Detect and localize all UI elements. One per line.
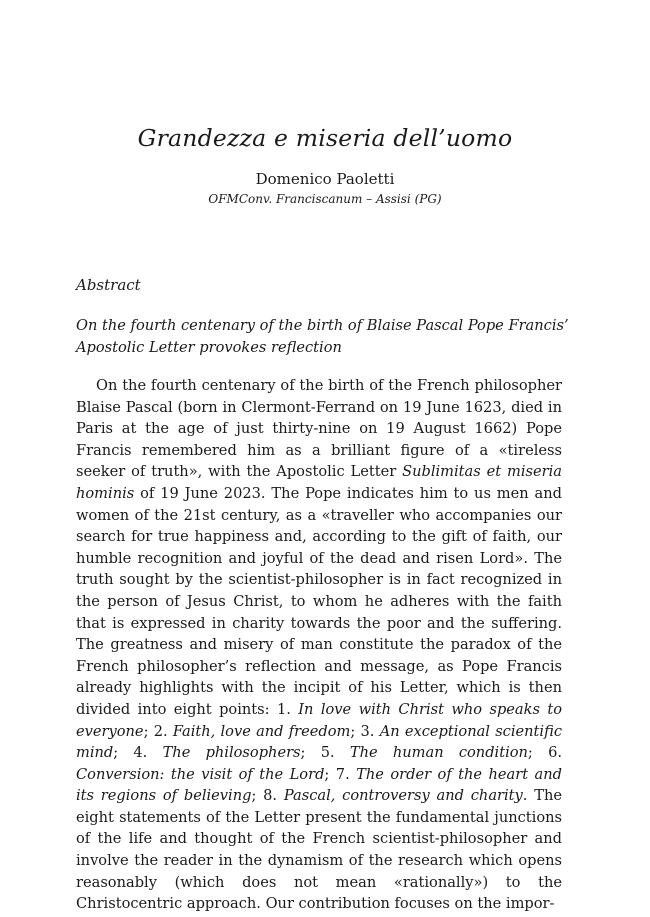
point-title: The philosophers — [162, 744, 301, 762]
text-segment: ; 3. — [350, 722, 380, 740]
text-segment: ; 7. — [324, 765, 357, 783]
text-segment: ; 4. — [113, 744, 163, 762]
abstract-heading: Abstract — [76, 276, 141, 294]
text-segment: of 19 June 2023. The Pope indicates him to us men and women of the 21st century, as a «traveller who accompanies our search for true happiness and, according to the gift of faith, our humble recognition and joyful of the dead and risen Lord». The truth sought by the scientist-philosopher is in fact recognized in the person of Jesus Christ, to whom he adheres with the faith that is expressed in charity towards the poor and the suffering. The greatness and misery of man constitute the paradox of the French philosopher’s reflection and message, as Pope Francis already highlights with the incipit of his Letter, which is then divided into eight points: 1. — [76, 484, 562, 718]
text-segment: ; 8. — [251, 787, 284, 805]
point-title: Faith, love and freedom — [172, 722, 351, 740]
point-title: Conversion: the visit of the Lord — [76, 765, 325, 783]
point-title: The order of the heart and its regions of believing — [76, 765, 562, 805]
text-segment: ; 5. — [300, 744, 350, 762]
abstract-body — [76, 375, 562, 915]
text-segment: . The eight statements of the Letter present the fundamental junctions of the life and thought of the French scientist-philosopher and involve the reader in the dynamism of the research which opens reasonably (which does not mean «rationally») to the Christocentric approach. Our contribution focuses on the impor- — [76, 787, 562, 913]
text-segment: On the fourth centenary of the birth of the French philosopher Blaise Pascal (born in Clermont-Ferrand on 19 June 1623, died in Paris at the age of just thirty-nine on 19 August 1662) Pope Francis remembered him as a brilliant figure of a «tireless seeker of truth», with the Apostolic Letter — [76, 377, 562, 481]
author-affiliation: OFMConv. Franciscanum – Assisi (PG) — [208, 192, 442, 206]
text-segment: ; 2. — [143, 722, 173, 740]
letter-title: Sublimitas et miseria hominis — [76, 463, 563, 502]
point-title: Pascal, controversy and charity — [283, 787, 523, 805]
point-title: In love with Christ who speaks to everyone — [76, 700, 563, 740]
abstract-subtitle: On the fourth centenary of the birth of Blaise Pascal Pope Francis’ Apostolic Letter provokes reflection — [76, 317, 569, 356]
author-name: Domenico Paoletti — [255, 170, 395, 188]
text-segment: ; 6. — [527, 744, 562, 762]
article-title: Grandezza e miseria dell’uomo — [137, 124, 513, 152]
point-title: The human condition — [349, 744, 528, 762]
point-title: An exceptional scientific mind — [76, 722, 562, 762]
abstract-paragraph — [76, 375, 562, 915]
